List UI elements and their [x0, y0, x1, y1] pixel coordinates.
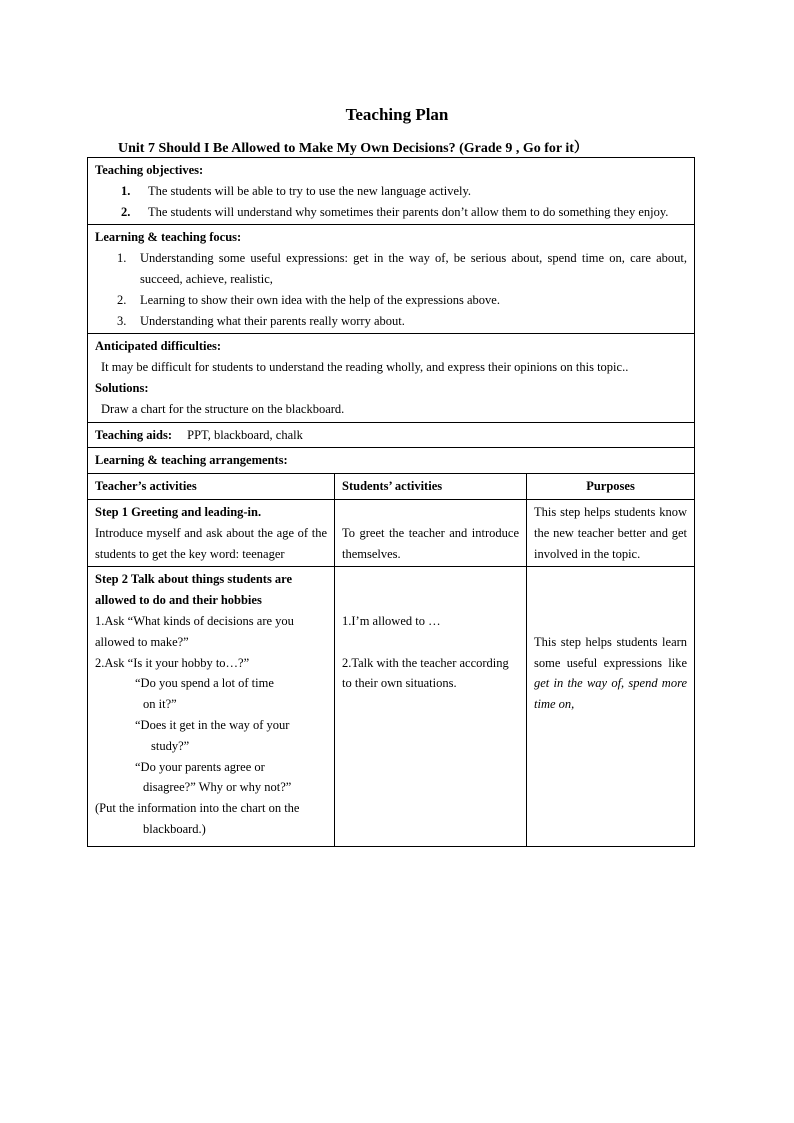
step2-teacher-line: “Do your parents agree or [135, 759, 265, 774]
item-text: Understanding what their parents really worry about. [140, 313, 405, 328]
item-number: 1. [117, 251, 127, 266]
step1-purpose-text: This step helps students know the new teacher better and get involved in the topic. [534, 504, 688, 561]
aids-section [88, 422, 695, 448]
item-text: The students will understand why sometimes their parents don’t allow them to do something they enjoy. [148, 204, 669, 219]
step2-purpose-expressions: get in the way of, spend more time on, [534, 676, 688, 712]
objectives-heading: Teaching objectives: [95, 163, 204, 177]
page-title: Teaching Plan [345, 105, 449, 124]
step2-teacher-line: disagree?” Why or why not?” [143, 780, 292, 795]
col-header-students: Students’ activities [335, 474, 527, 500]
arrangements-heading-row [88, 448, 695, 474]
focus-list [95, 248, 687, 331]
solutions-heading: Solutions: [95, 380, 149, 395]
difficulties-text: It may be difficult for students to understand the reading wholly, and express their opinions on this topic.. [101, 360, 629, 375]
objectives-section [88, 158, 695, 225]
focus-heading: Learning & teaching focus: [95, 230, 242, 245]
item-number: 3. [117, 313, 127, 328]
step2-teacher-line: (Put the information into the chart on the [95, 801, 300, 816]
step2-teacher-cell [88, 567, 335, 846]
teaching-plan-table [87, 157, 694, 847]
focus-section [88, 225, 695, 334]
item-text: Learning to show their own idea with the help of the expressions above. [140, 292, 500, 307]
step1-title: Step 1 Greeting and leading-in. [95, 504, 262, 519]
list-item [95, 311, 687, 332]
step2-teacher-line: “Do you spend a lot of time [135, 676, 274, 691]
item-text: The students will be able to try to use the new language actively. [148, 183, 472, 198]
list-item [95, 202, 687, 223]
step1-teacher-text: Introduce myself and ask about the age of the students to get the key word: teenager [95, 525, 327, 561]
step2-students-line: 1.I’m allowed to … [342, 613, 441, 628]
step1-teacher-cell [88, 499, 335, 566]
step2-title: Step 2 Talk about things students are allowed to do and their hobbies [95, 572, 293, 608]
step2-teacher-line: 1.Ask “What kinds of decisions are you allowed to make?” [95, 613, 294, 649]
unit-subtitle: Unit 7 Should I Be Allowed to Make My Own Decisions? (Grade 9 , Go for it） [118, 141, 588, 156]
step1-row [88, 499, 695, 566]
list-item [95, 181, 687, 202]
item-text: Understanding some useful expressions: get in the way of, be serious about, spend time on, care about, succeed, achieve, realistic, [140, 251, 688, 286]
step2-teacher-line: on it?” [143, 697, 177, 712]
step2-teacher-line: blackboard.) [143, 821, 206, 836]
list-item [95, 248, 687, 290]
step2-teacher-line: study?” [151, 738, 190, 753]
arrangements-heading: Learning & teaching arrangements: [88, 448, 695, 474]
item-number: 2. [121, 204, 131, 219]
aids-heading: Teaching aids: [95, 427, 172, 442]
step1-students-text: To greet the teacher and introduce themselves. [342, 525, 519, 561]
step2-row [88, 567, 695, 846]
step1-purpose-cell [527, 499, 695, 566]
step2-purpose-text [534, 632, 687, 715]
column-header-row [88, 474, 695, 500]
aids-text: PPT, blackboard, chalk [187, 427, 303, 442]
step2-teacher-line: “Does it get in the way of your [135, 717, 290, 732]
col-header-purposes: Purposes [527, 474, 695, 500]
step2-purpose-lead: This step helps students learn some useful expressions like [534, 634, 688, 670]
list-item [95, 290, 687, 311]
difficulties-section [88, 334, 695, 422]
col-header-teacher: Teacher’s activities [88, 474, 335, 500]
step2-students-cell [335, 567, 527, 846]
step1-students-cell [335, 499, 527, 566]
step2-students-line: 2.Talk with the teacher according to their own situations. [342, 655, 509, 691]
objectives-list [95, 181, 687, 223]
solutions-text: Draw a chart for the structure on the blackboard. [101, 401, 345, 416]
step2-teacher-line: 2.Ask “Is it your hobby to…?” [95, 655, 250, 670]
difficulties-heading: Anticipated difficulties: [95, 339, 222, 354]
item-number: 2. [117, 292, 127, 307]
item-number: 1. [121, 183, 131, 198]
step2-purpose-cell [527, 567, 695, 846]
